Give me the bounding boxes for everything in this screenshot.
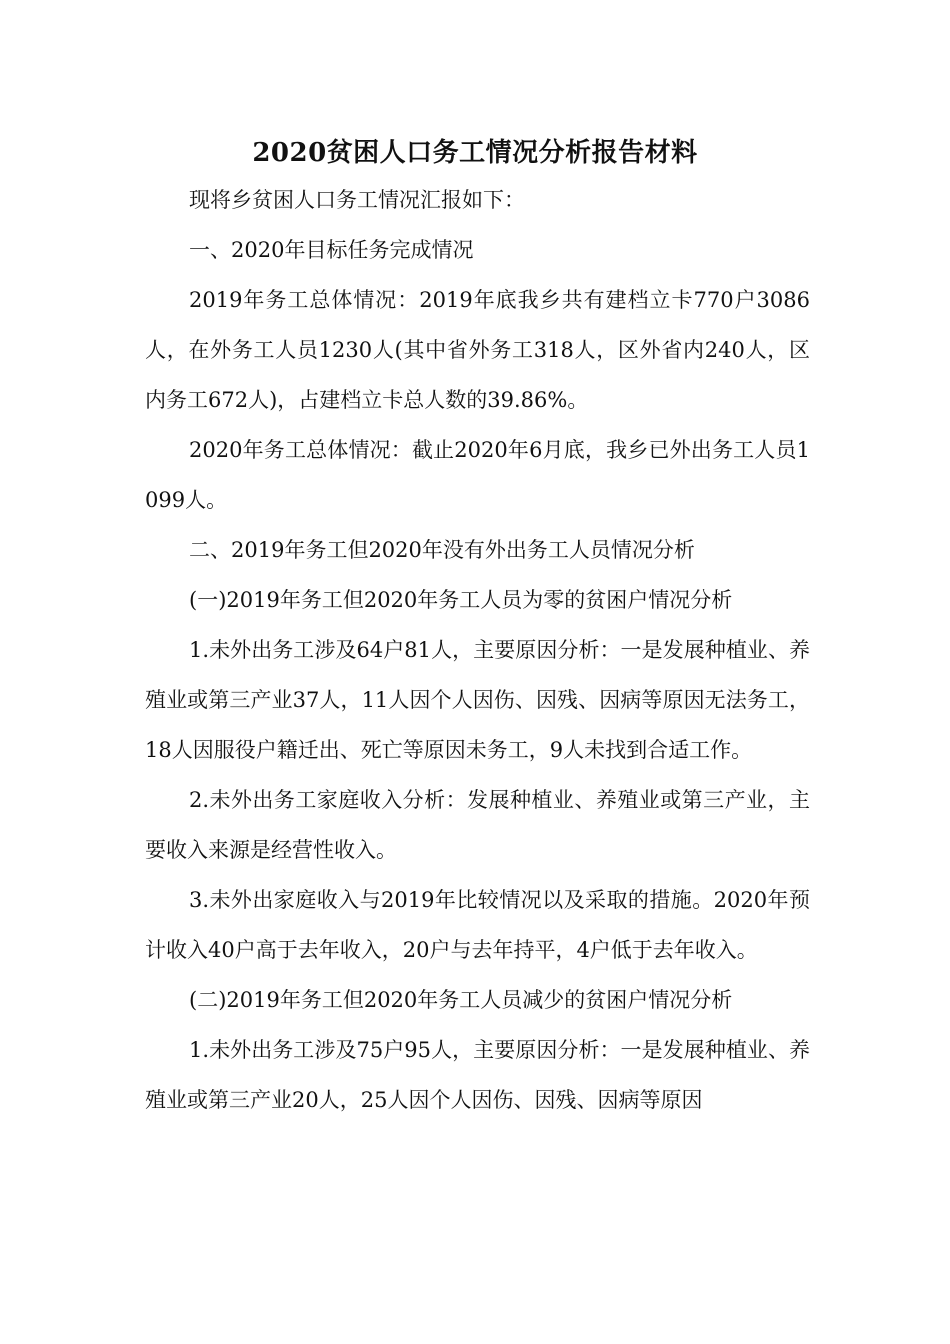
intro-paragraph: 现将乡贫困人口务工情况汇报如下： xyxy=(189,188,525,212)
section-heading-2: 二、2019年务工但2020年没有外出务工人员情况分析 xyxy=(189,538,695,562)
document-body xyxy=(145,175,810,1125)
item-2-paragraph: 2.未外出务工家庭收入分析：发展种植业、养殖业或第三产业，主要收入来源是经营性收入。 xyxy=(145,788,810,862)
item-1-paragraph: 1.未外出务工涉及64户81人，主要原因分析：一是发展种植业、养殖业或第三产业37人，11人因个人因伤、因残、因病等原因无法务工，18人因服役户籍迁出、死亡等原因未务工，9人未找到合适工作。 xyxy=(145,638,810,762)
paragraph-2019-overview: 2019年务工总体情况：2019年底我乡共有建档立卡770户3086人，在外务工人员1230人(其中省外务工318人，区外省内240人，区内务工672人)，占建档立卡总人数的39.86%。 xyxy=(145,288,810,412)
section-heading-1: 一、2020年目标任务完成情况 xyxy=(189,238,474,262)
item-3-paragraph: 3.未外出家庭收入与2019年比较情况以及采取的措施。2020年预计收入40户高于去年收入，20户与去年持平，4户低于去年收入。 xyxy=(145,888,810,962)
document-title: 2020贫困人口务工情况分析报告材料 xyxy=(252,138,698,168)
subsection-heading-1: (一)2019年务工但2020年务工人员为零的贫困户情况分析 xyxy=(189,588,733,612)
item-1-paragraph-second: 1.未外出务工涉及75户95人，主要原因分析：一是发展种植业、养殖业或第三产业20人，25人因个人因伤、因残、因病等原因 xyxy=(145,1038,810,1112)
subsection-heading-2: (二)2019年务工但2020年务工人员减少的贫困户情况分析 xyxy=(189,988,733,1012)
paragraph-2020-overview: 2020年务工总体情况：截止2020年6月底，我乡已外出务工人员1099人。 xyxy=(145,438,810,512)
